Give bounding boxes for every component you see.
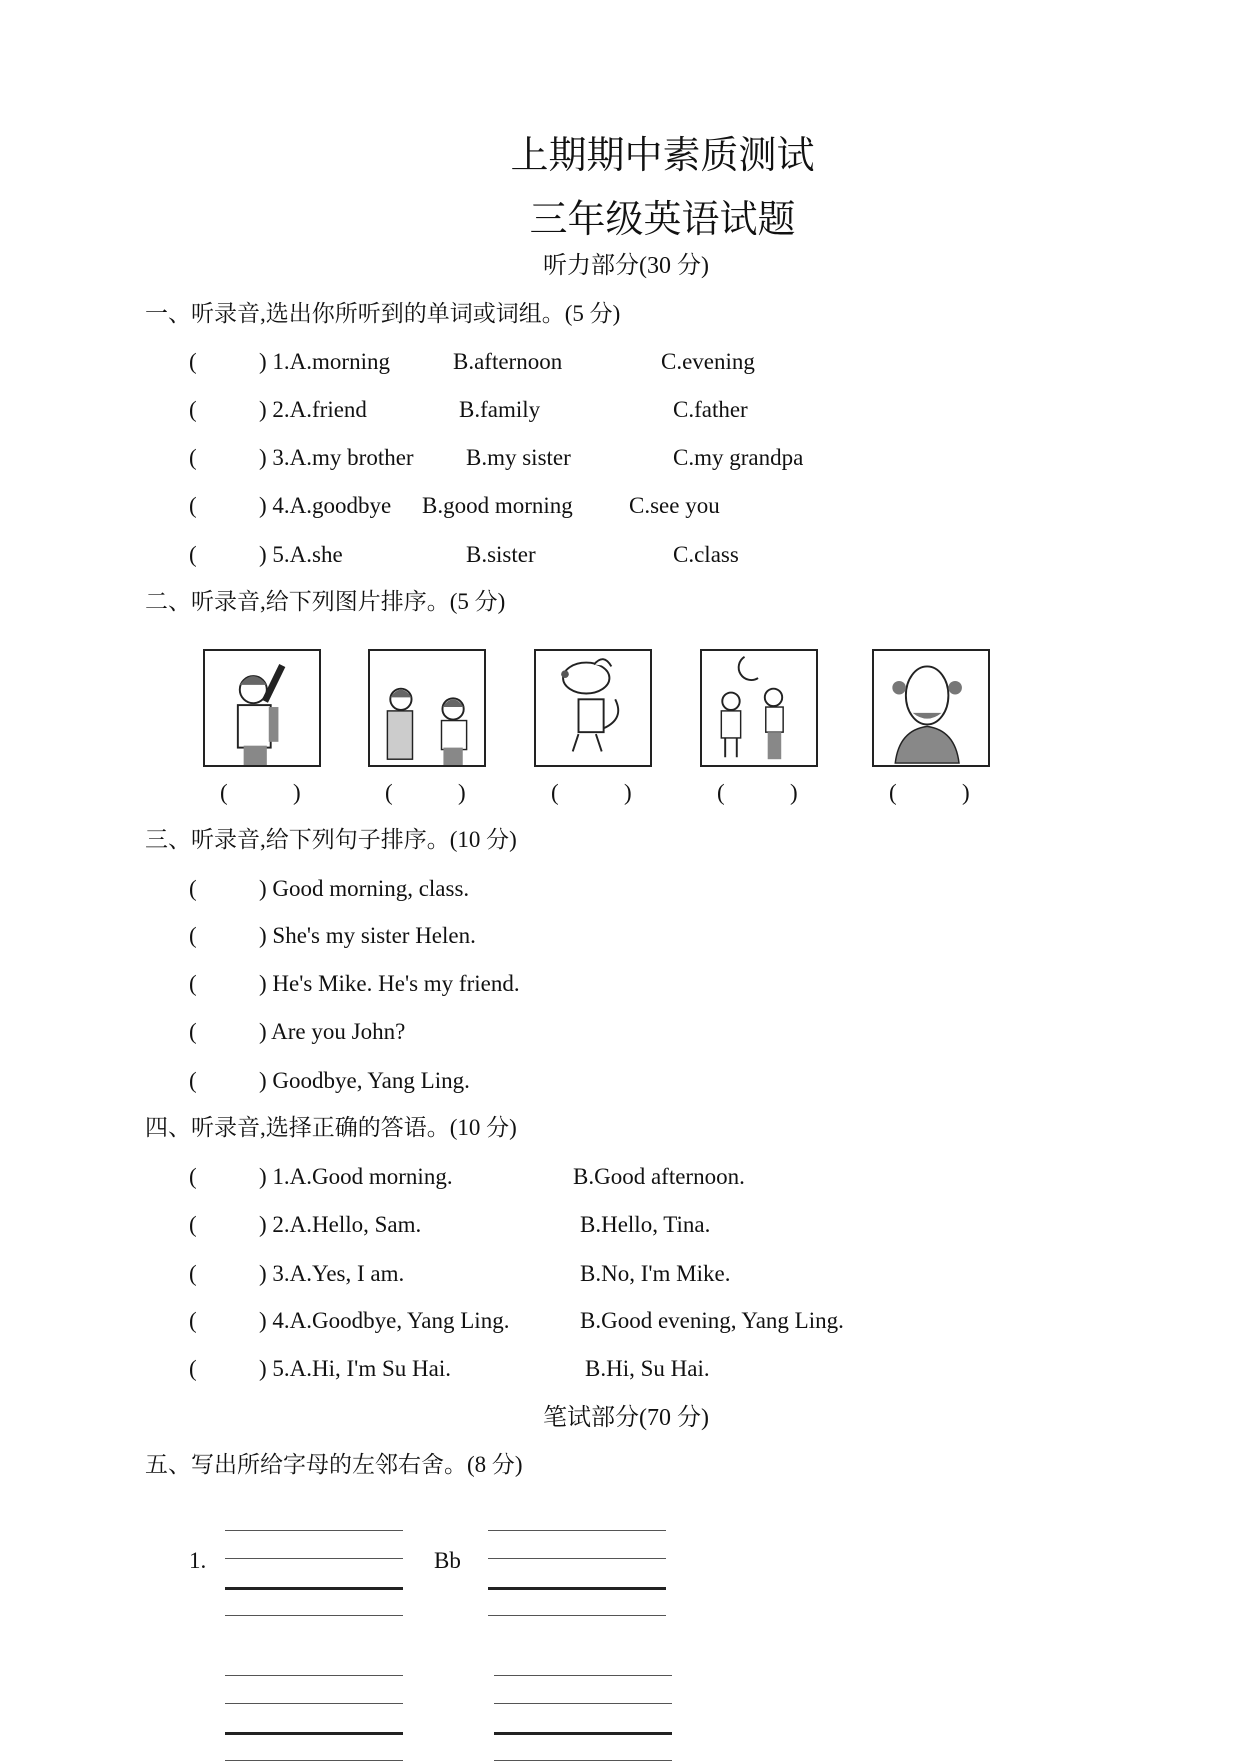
option-a: ) 5.A.she	[259, 542, 343, 567]
writing-part-label: 笔试部分(70 分)	[543, 1405, 709, 1431]
question-number: 1.	[189, 1548, 207, 1573]
option-a: ) 5.A.Hi, I'm Su Hai.	[259, 1356, 451, 1381]
option-c: C.class	[673, 542, 739, 567]
answer-blank[interactable]: (	[189, 971, 197, 996]
answer-blank-close: )	[293, 780, 301, 805]
answer-blank[interactable]: (	[189, 1261, 197, 1286]
right-neighbor-writing-line[interactable]	[488, 1615, 666, 1616]
answer-blank[interactable]: (	[189, 1356, 197, 1381]
right-neighbor-writing-line[interactable]	[488, 1558, 666, 1559]
answer-blank[interactable]: (	[189, 1308, 197, 1333]
option-b: B.my sister	[466, 445, 571, 470]
answer-blank-close: )	[962, 780, 970, 805]
option-a: ) 3.A.Yes, I am.	[259, 1261, 405, 1286]
option-b: B.Hi, Su Hai.	[585, 1356, 710, 1381]
section4-heading: 四、听录音,选择正确的答语。(10 分)	[145, 1115, 517, 1140]
answer-blank-close: )	[458, 780, 466, 805]
two-children-greeting-icon	[368, 649, 486, 767]
left-neighbor-writing-line[interactable]	[225, 1675, 403, 1676]
option-b: B.Good afternoon.	[573, 1164, 745, 1189]
left-neighbor-writing-line[interactable]	[225, 1587, 403, 1590]
section2-heading: 二、听录音,给下列图片排序。(5 分)	[145, 589, 506, 614]
option-a: ) 4.A.Goodbye, Yang Ling.	[259, 1308, 510, 1333]
answer-blank[interactable]: (	[189, 1212, 197, 1237]
option-c: C.evening	[661, 349, 755, 374]
option-b: B.Good evening, Yang Ling.	[580, 1308, 844, 1333]
left-neighbor-writing-line[interactable]	[225, 1558, 403, 1559]
girl-boy-at-night-icon	[700, 649, 818, 767]
option-a: ) 1.A.morning	[259, 349, 390, 374]
answer-blank-close: )	[624, 780, 632, 805]
answer-blank-close: )	[790, 780, 798, 805]
option-a: ) 2.A.friend	[259, 397, 367, 422]
answer-blank[interactable]: (	[189, 445, 197, 470]
boy-waving-icon	[203, 649, 321, 767]
sentence: ) Good morning, class.	[259, 876, 470, 901]
grandpa-icon	[872, 649, 990, 767]
mouse-waving-icon	[534, 649, 652, 767]
answer-blank-open[interactable]: (	[717, 780, 725, 805]
left-neighbor-writing-line[interactable]	[225, 1615, 403, 1616]
given-letter: Bb	[434, 1548, 461, 1573]
right-neighbor-writing-line[interactable]	[494, 1732, 672, 1735]
left-neighbor-writing-line[interactable]	[225, 1530, 403, 1531]
left-neighbor-writing-line[interactable]	[225, 1703, 403, 1704]
right-neighbor-writing-line[interactable]	[494, 1703, 672, 1704]
answer-blank-open[interactable]: (	[551, 780, 559, 805]
answer-blank[interactable]: (	[189, 876, 197, 901]
answer-blank[interactable]: (	[189, 542, 197, 567]
listening-part-label: 听力部分(30 分)	[543, 253, 709, 279]
answer-blank[interactable]: (	[189, 349, 197, 374]
sentence: ) He's Mike. He's my friend.	[259, 971, 520, 996]
exam-subtitle: 三年级英语试题	[529, 199, 796, 241]
option-b: B.Hello, Tina.	[580, 1212, 711, 1237]
answer-blank[interactable]: (	[189, 493, 197, 518]
section5-heading: 五、写出所给字母的左邻右舍。(8 分)	[145, 1452, 523, 1477]
sentence: ) She's my sister Helen.	[259, 923, 476, 948]
option-a: ) 4.A.goodbye	[259, 493, 392, 518]
right-neighbor-writing-line[interactable]	[488, 1530, 666, 1531]
option-b: B.good morning	[422, 493, 573, 518]
section1-heading: 一、听录音,选出你所听到的单词或词组。(5 分)	[145, 301, 621, 326]
exam-title: 上期期中素质测试	[510, 135, 815, 177]
answer-blank-open[interactable]: (	[385, 780, 393, 805]
option-a: ) 2.A.Hello, Sam.	[259, 1212, 422, 1237]
option-b: B.afternoon	[453, 349, 563, 374]
answer-blank-open[interactable]: (	[889, 780, 897, 805]
option-c: C.my grandpa	[673, 445, 804, 470]
answer-blank[interactable]: (	[189, 397, 197, 422]
answer-blank[interactable]: (	[189, 923, 197, 948]
sentence: ) Goodbye, Yang Ling.	[259, 1068, 470, 1093]
option-b: B.sister	[466, 542, 536, 567]
right-neighbor-writing-line[interactable]	[494, 1675, 672, 1676]
option-a: ) 3.A.my brother	[259, 445, 414, 470]
option-b: B.No, I'm Mike.	[580, 1261, 731, 1286]
left-neighbor-writing-line[interactable]	[225, 1732, 403, 1735]
option-a: ) 1.A.Good morning.	[259, 1164, 453, 1189]
option-b: B.family	[459, 397, 541, 422]
option-c: C.father	[673, 397, 748, 422]
option-c: C.see you	[629, 493, 720, 518]
answer-blank[interactable]: (	[189, 1019, 197, 1044]
answer-blank[interactable]: (	[189, 1164, 197, 1189]
answer-blank[interactable]: (	[189, 1068, 197, 1093]
right-neighbor-writing-line[interactable]	[488, 1587, 666, 1590]
section3-heading: 三、听录音,给下列句子排序。(10 分)	[145, 827, 517, 852]
answer-blank-open[interactable]: (	[220, 780, 228, 805]
sentence: ) Are you John?	[259, 1019, 406, 1044]
